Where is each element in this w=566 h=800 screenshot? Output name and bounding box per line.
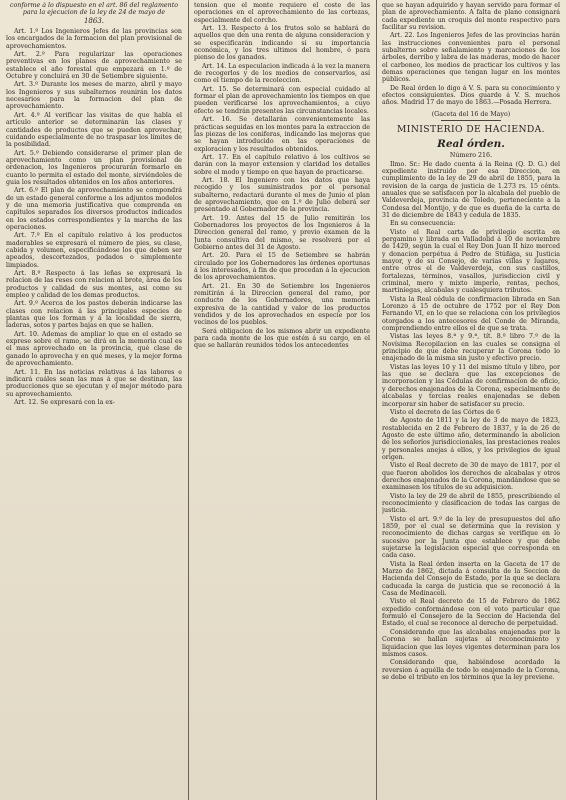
ministry-heading: MINISTERIO DE HACIENDA. bbox=[397, 124, 545, 136]
header-year: 1863. bbox=[83, 16, 105, 25]
order-paragraph: Visto el art. 9.º de la ley de presupuestos del año 1859, por el cual se determina que la revision y reconocimiento de dichas cargas se verifique en lo sucesivo por la Junta que establece y que debe sujetarse la legislacion especial que corresponda en cada caso. bbox=[382, 515, 560, 560]
gazette-source: (Gaceta del 16 de Mayo) bbox=[431, 110, 511, 118]
article-paragraph: que se hayan adquirido y hayan servido para formar el plan de aprovechamiento. A falta de plano consignará cada expediente un croquis del monte respectivo para facilitar su revision. bbox=[382, 2, 560, 32]
article-paragraph: tension que el monte requiere el coste de las operaciones en el aprovechamiento de las cortezas, especialmente del corcho. bbox=[194, 2, 370, 24]
article-paragraph: Art. 13. Respecto á los frutos solo se hablará de aquellos que den una renta de alguna consideracion y se especificarán indicando si su importancia económica, y los tres ultimos del hombre, ó para pienso de los ganados. bbox=[194, 25, 370, 62]
article-paragraph: Art. 4.º Al verificar las visitas de que habla el artículo anterior se determinarán las clases y cantidades de productos que se pueden aprovechar, cuidando especialmente de no traspasar los límites de la posibilidad. bbox=[6, 111, 182, 149]
column-left bbox=[6, 2, 182, 794]
article-paragraph: Art. 14. La especulacion indicada á la vez la manera de recogerlos y de los medios de conservarlos, así como el tiempo de la recoleccion. bbox=[194, 62, 370, 85]
order-paragraph: Visto la ley de 29 de abril de 1855, prescribiendo el reconocimiento y clasificacion de todas las cargas de justicia. bbox=[382, 492, 560, 515]
column-rule bbox=[376, 0, 377, 800]
article-paragraph: Art. 7.º En el capítulo relativo á los productos maderables se expresará el número de pies, su clase, cabida y volumen, especificándose los que deben ser apeados, descortezados, podados o simplemente limpiados. bbox=[6, 232, 182, 269]
article-paragraph: Art. 21. En 30 de Setiembre los Ingenieros remitirán á la Direccion general del ramo, por conducto de los Gobernadores, una memoria expresiva de la cantidad y valor de los productos vendidos y de los aprovechados en especie por los vecinos de los pueblos. bbox=[194, 282, 370, 327]
article-paragraph: Art. 20. Para el 15 de Setiembre se habrán circulado por los Gobernadores las órdenes oportunas á los interesados, á fin de que procedan á la ejecucion de los aprovechamientos. bbox=[194, 252, 370, 282]
article-paragraph: Art. 12. Se expresará con la ex- bbox=[14, 398, 115, 406]
article-paragraph: Art. 17. En el capítulo relativo á los cultivos se darán con la mayor extension y claridad los detalles sobre el modo y tiempo en que hayan de practicarse. bbox=[194, 153, 370, 176]
column-rule bbox=[188, 0, 189, 800]
section-divider bbox=[441, 120, 501, 121]
order-paragraph: Ilmo. Sr.: He dado cuenta á la Reina (Q. D. G.) del expediente instruido por esa Direccion, en cumplimiento de la ley de 29 de abril de 1855, para la revision de la carga de justicia de 1.273 rs. 15 cénts. anuales que se satisfacen por la alcabala del pueblo de Valdeverdeja, provincia de Toledo, perteneciente a la Condesa del Montijo, y de que es dueña de la carta de 31 de diciembre de 1843 y cedula de 1835. bbox=[382, 160, 560, 219]
order-number: Número 216. bbox=[449, 152, 493, 160]
article-paragraph: Art. 10. Ademas de ampliar lo que en el estado se exprese sobre el ramo, se dirá en la memoria cual es el mas aprovechado en la provincia, qué clase de ganado lo aprovecha y en qué meses, y la mejor forma de aprovechamiento. bbox=[6, 330, 182, 368]
column-right bbox=[382, 2, 560, 794]
closing-paragraph: De Real órden lo digo á V. S. para su conocimiento y efectos consiguientes. Dios guarde á V. S. muchos años. Madrid 17 de mayo de 1863.—Posada Herrera. bbox=[382, 84, 560, 107]
order-paragraph: En su consecuencia: bbox=[390, 220, 456, 228]
article-paragraph: Art. 11. En las noticias relativas á las labores e indicará cuáles sean las mas á que se destinan, las producciones que se ejecutan y el mejor método para su aprovechamiento. bbox=[6, 368, 182, 398]
header-note: conforme á lo dispuesto en el art. 86 del reglamento para la ejecucion de la ley de 24 de mayo de bbox=[9, 2, 179, 17]
article-paragraph: Art. 19. Antes del 15 de Julio remitirán los Gobernadores los proyectos de los Ingenieros á la Direccion general del ramo, y previo examen de la Junta consultiva del mismo, se resolverá por el Gobierno antes del 31 de Agosto. bbox=[194, 214, 370, 251]
order-paragraph: Considerando que, habiéndose acordado la reversion á aquélla de todo lo enajenado de la Corona, se debe el tributo en los términos que la ley previene. bbox=[382, 659, 560, 681]
article-paragraph: Art. 16. Se detallarán convenientemente las prácticas seguidas en los montes para la extraccion de las piezas de los coniferas, indicando las mejoras que se hayan introducido en las operaciones de exploracion y los resultados obtenidos. bbox=[194, 116, 370, 153]
article-paragraph: Art. 6.º El plan de aprovechamiento se compondrá de un estado general conforme a los adjuntos modelos y de una memoria justificativa que comprenda en capítulos separados los diversos productos indicados en los estados correspondientes y la marcha de las operaciones. bbox=[6, 187, 182, 231]
article-paragraph: Art. 1.º Los Ingenieros Jefes de las provincias son los encargados de la formacion del plan provisional de aprovechamientos. bbox=[6, 28, 182, 50]
column-middle bbox=[194, 2, 370, 794]
article-paragraph: Art. 22. Los Ingenieros Jefes de las provincias harán las instrucciones convenientes para el personal subalterno sobre señalamiento y marcaciones de los árboles, derribo y labra de las maderas, modo de hacer el carboneo, los medios de practicar los cultivos y las demas operaciones que tengan lugar en los montes públicos. bbox=[382, 32, 560, 84]
order-paragraph: Vistas las leyes 10 y 11 del mismo título y libro, por las que se declara que las excepciones de incorporacion y las Cédulas de confirmacion de oficio, y derechos enajenados de la Corona, especialmente de alcabalas y tercias reales enajenadas se deben incorporar sin haber de satisfacer su precio. bbox=[382, 363, 560, 408]
article-paragraph: Art. 18. El Ingeniero con los datos que haya recogido y los suministrados por el personal subalterno, redactará durante el mes de Junio el plan de aprovechamiento, que en 1.º de Julio deberá ser presentado al Gobernador de la provincia. bbox=[194, 176, 370, 214]
article-paragraph: Art. 9.º Acerca de los pastos deberán indicarse las clases con relacion á las principales especies de plantas que los forman y á la localidad de sierra, laderas, sotos y partes bajas en que se hallen. bbox=[6, 300, 182, 330]
order-paragraph: Vista la Real órden inserta en la Gaceta de 17 de Marzo de 1862, dictada á consulta de la Seccion de Hacienda del Consejo de Estado, por la que se declara caducada la carga de justicia que se reconoció á la Casa de Medinaceli. bbox=[382, 560, 560, 598]
article-paragraph: Art. 8.º Respecto á las leñas se expresará la relacion de las reses con relacion al brote, área de los productos y calidad de sus montes, asi como su empleo y calidad de los demas productos. bbox=[6, 270, 182, 300]
order-paragraph: Visto el Real decreto de 15 de Febrero de 1862 expedido conformándose con el voto particular que formuló el Consejero de la Seccion de Hacienda del Estado, el cual se reconoce al derecho de perpetuidad. bbox=[382, 598, 560, 628]
order-paragraph: Considerando que las alcabalas enajenadas por la Corona se hallan sujetas al reconocimiento y liquidacion que las leyes vigentes determinan para los mismos casos. bbox=[382, 628, 560, 658]
real-orden-heading: Real órden. bbox=[437, 138, 505, 151]
order-paragraph: Visto el Real decreto de 30 de mayo de 1817, por el que fueron abolidos los derechos de alcabalas y otros derechos enajenados de la Corona, mandándose que se examinasen los títulos de su adquisicion. bbox=[382, 462, 560, 492]
order-paragraph: de Agosto de 1811 y la ley de 3 de mayo de 1823, restablecida en 2 de Febrero de 1837, y la de 26 de Agosto de este último año, determinando la abolicion de los señoríos jurisdiccionales, las prestaciones reales y personales anejas á ellos, y los privilegios de igual origen. bbox=[382, 417, 560, 461]
article-paragraph: Art. 2.º Para regularizar las operaciones preventivas en los planes de aprovechamiento se establece el año forestal que empezará en 1.º de Octubre y concluirá en 30 de Setiembre siguiente. bbox=[6, 51, 182, 81]
order-paragraph: Visto el Real carta de privilegio escrita en pergamino y librada en Valladolid á 10 de noviembre de 1429, según la cual el Rey Don Juan II hizo merced y donacion perpétua á Pedro de Stúñiga, su Justicia mayor, y de su Consejo, de varias villas y lugares, entre otros el de Valdeverdeja, con sus castillos, fortalezas, términos, vasallos, jurisdiccion civil y criminal, mero y mixto imperio, rentas, pechos, martiniegas, alcabalas y cualesquiera tributos. bbox=[382, 228, 560, 295]
article-paragraph: Art. 15. Se determinará con especial cuidado al formar el plan de aprovechamiento los tiempos en que pueden verificarse los aprovechamientos, a cuyo efecto se tendrán presentes las circunstancias locales. bbox=[194, 85, 370, 115]
order-paragraph: Vistas las leyes 8.ª y 9.ª, tít. 8.º libro 7.º de la Novísima Recopilacion en las cuales se consigna el principio de que debe recuperar la Corona todo lo enajenado de la misma sin justo y efectivo precio. bbox=[382, 333, 560, 363]
article-paragraph: Art. 3.º Durante los meses de marzo, abril y mayo los Ingenieros y sus subalternos reunirán los datos necesarios para la formacion del plan de aprovechamiento. bbox=[6, 81, 182, 111]
article-paragraph: Art. 5.º Debiendo considerarse el primer plan de aprovechamiento como un plan provisional de ordenacion, los Ingenieros procurarán formarlo en cuanto lo permita el estado del monte, sirviéndoles de guia los resultados obtenidos en los años anteriores. bbox=[6, 149, 182, 186]
article-paragraph: Será obligacion de los mismos abrir un expediente para cada monte de los que estén á su cargo, en el que se hallarán reunidos todos los antecedentes bbox=[194, 327, 370, 350]
order-paragraph: Visto el decreto de las Córtes de 6 bbox=[390, 408, 501, 416]
order-paragraph: Vista la Real cédula de confirmacion librada en San Lorenzo á 15 de octubre de 1752 por el Rey Don Fernando VI, en lo que se relaciona con los privilegios otorgados a los antecesores del Conde de Miranda, comprendiendo entre ellos el de que se trata. bbox=[382, 295, 560, 333]
